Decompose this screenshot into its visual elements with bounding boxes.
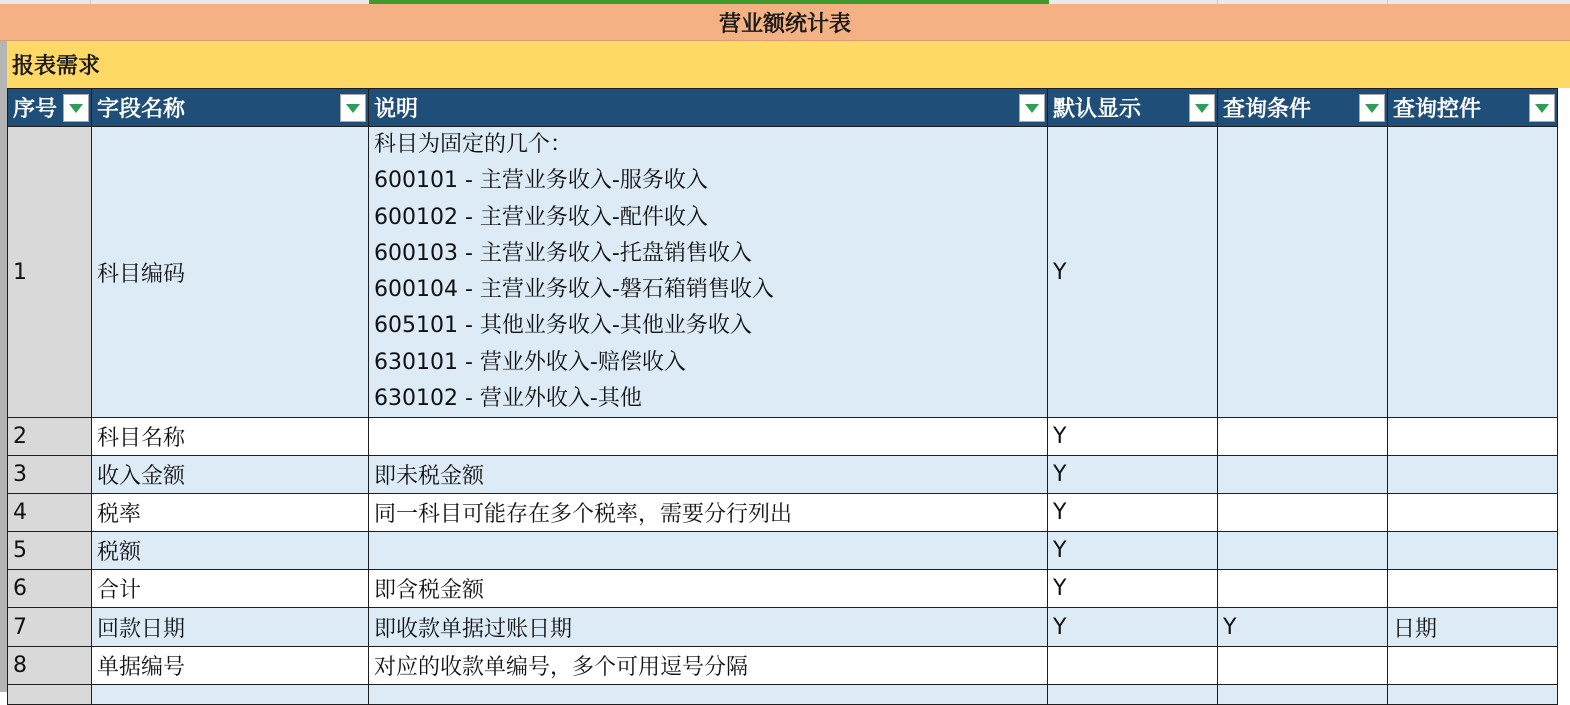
query-control-cell[interactable] (1388, 418, 1558, 456)
seq-cell[interactable]: 6 (8, 570, 92, 608)
query-condition-cell[interactable] (1218, 570, 1388, 608)
query-condition-cell[interactable] (1218, 456, 1388, 494)
seq-cell[interactable]: 8 (8, 647, 92, 685)
description-line: 630102 - 营业外收入-其他 (374, 386, 642, 412)
header-label: 查询控件 (1393, 97, 1482, 122)
table-header-row (8, 89, 1558, 127)
table-row (8, 570, 1558, 608)
field-name-cell[interactable]: 税率 (92, 494, 369, 532)
table-row (8, 685, 1558, 705)
dropdown-arrow-icon (1025, 104, 1039, 113)
query-control-cell[interactable]: 日期 (1388, 608, 1558, 647)
description-line: 600104 - 主营业务收入-磐石箱销售收入 (374, 277, 774, 303)
section-header[interactable] (0, 41, 1570, 88)
query-condition-cell[interactable] (1218, 532, 1388, 570)
table-row (8, 456, 1558, 494)
description-line: 630101 - 营业外收入-赔偿收入 (374, 349, 686, 375)
query-condition-cell[interactable] (1218, 418, 1388, 456)
description-line: 科目为固定的几个： (374, 132, 573, 157)
seq-cell[interactable]: 1 (8, 127, 92, 418)
field-name-cell[interactable] (92, 685, 369, 705)
field-name-cell[interactable]: 科目名称 (92, 418, 369, 456)
default-show-cell[interactable] (1048, 647, 1218, 685)
table-row (8, 608, 1558, 647)
filter-dropdown-button[interactable] (340, 94, 366, 122)
header-cell-query-cond[interactable] (1218, 89, 1388, 127)
seq-cell[interactable] (8, 685, 92, 705)
field-name-cell[interactable]: 回款日期 (92, 608, 369, 647)
filter-dropdown-button[interactable] (1529, 94, 1555, 122)
header-label: 说明 (374, 97, 419, 122)
header-label: 查询条件 (1223, 97, 1312, 122)
header-label: 默认显示 (1053, 97, 1142, 122)
default-show-cell[interactable]: Y (1048, 127, 1218, 418)
description-line: 605101 - 其他业务收入-其他业务收入 (374, 313, 752, 339)
filter-dropdown-button[interactable] (1019, 94, 1045, 122)
query-control-cell[interactable] (1388, 685, 1558, 705)
header-label: 字段名称 (97, 97, 186, 122)
dropdown-arrow-icon (1365, 104, 1379, 113)
table-row (8, 647, 1558, 685)
seq-cell[interactable]: 5 (8, 532, 92, 570)
seq-cell[interactable]: 3 (8, 456, 92, 494)
query-control-cell[interactable] (1388, 456, 1558, 494)
requirements-table (7, 88, 1558, 705)
query-condition-cell[interactable]: Y (1218, 608, 1388, 647)
default-show-cell[interactable]: Y (1048, 418, 1218, 456)
field-name-cell[interactable]: 单据编号 (92, 647, 369, 685)
row-header-edge (0, 41, 7, 692)
header-cell-default-show[interactable] (1048, 89, 1218, 127)
seq-cell[interactable]: 4 (8, 494, 92, 532)
sheet-title-text: 营业额统计表 (718, 11, 851, 37)
dropdown-arrow-icon (1535, 104, 1549, 113)
header-label: 序号 (13, 97, 58, 122)
query-control-cell[interactable] (1388, 494, 1558, 532)
header-cell-field[interactable] (92, 89, 369, 127)
default-show-cell[interactable]: Y (1048, 456, 1218, 494)
filter-dropdown-button[interactable] (1189, 94, 1215, 122)
query-condition-cell[interactable] (1218, 685, 1388, 705)
description-cell[interactable]: 即收款单据过账日期 (369, 608, 1048, 647)
header-cell-desc[interactable] (369, 89, 1048, 127)
query-control-cell[interactable] (1388, 127, 1558, 418)
description-cell[interactable] (369, 418, 1048, 456)
section-header-text: 报表需求 (12, 54, 101, 79)
description-cell[interactable]: 即含税金额 (369, 570, 1048, 608)
description-cell[interactable] (369, 127, 1048, 418)
query-condition-cell[interactable] (1218, 494, 1388, 532)
table-row (8, 127, 1558, 418)
default-show-cell[interactable] (1048, 685, 1218, 705)
query-control-cell[interactable] (1388, 532, 1558, 570)
table-row (8, 418, 1558, 456)
description-line: 600101 - 主营业务收入-服务收入 (374, 168, 708, 194)
field-name-cell[interactable]: 收入金额 (92, 456, 369, 494)
description-cell[interactable] (369, 532, 1048, 570)
seq-cell[interactable]: 2 (8, 418, 92, 456)
field-name-cell[interactable]: 合计 (92, 570, 369, 608)
field-name-cell[interactable]: 税额 (92, 532, 369, 570)
description-cell[interactable]: 对应的收款单编号，多个可用逗号分隔 (369, 647, 1048, 685)
default-show-cell[interactable]: Y (1048, 570, 1218, 608)
field-name-cell[interactable]: 科目编码 (92, 127, 369, 418)
filter-dropdown-button[interactable] (1359, 94, 1385, 122)
description-line: 600102 - 主营业务收入-配件收入 (374, 204, 708, 230)
query-control-cell[interactable] (1388, 647, 1558, 685)
header-cell-seq[interactable] (8, 89, 92, 127)
description-cell[interactable]: 即未税金额 (369, 456, 1048, 494)
description-cell[interactable] (369, 685, 1048, 705)
sheet-title[interactable] (0, 4, 1570, 41)
dropdown-arrow-icon (346, 104, 360, 113)
description-line: 600103 - 主营业务收入-托盘销售收入 (374, 240, 752, 266)
default-show-cell[interactable]: Y (1048, 608, 1218, 647)
dropdown-arrow-icon (1195, 104, 1209, 113)
default-show-cell[interactable]: Y (1048, 532, 1218, 570)
table-row (8, 532, 1558, 570)
filter-dropdown-button[interactable] (63, 94, 89, 122)
query-condition-cell[interactable] (1218, 127, 1388, 418)
table-row (8, 494, 1558, 532)
description-cell[interactable]: 同一科目可能存在多个税率，需要分行列出 (369, 494, 1048, 532)
default-show-cell[interactable]: Y (1048, 494, 1218, 532)
header-cell-query-ctrl[interactable] (1388, 89, 1558, 127)
seq-cell[interactable]: 7 (8, 608, 92, 647)
query-control-cell[interactable] (1388, 570, 1558, 608)
query-condition-cell[interactable] (1218, 647, 1388, 685)
dropdown-arrow-icon (69, 104, 83, 113)
